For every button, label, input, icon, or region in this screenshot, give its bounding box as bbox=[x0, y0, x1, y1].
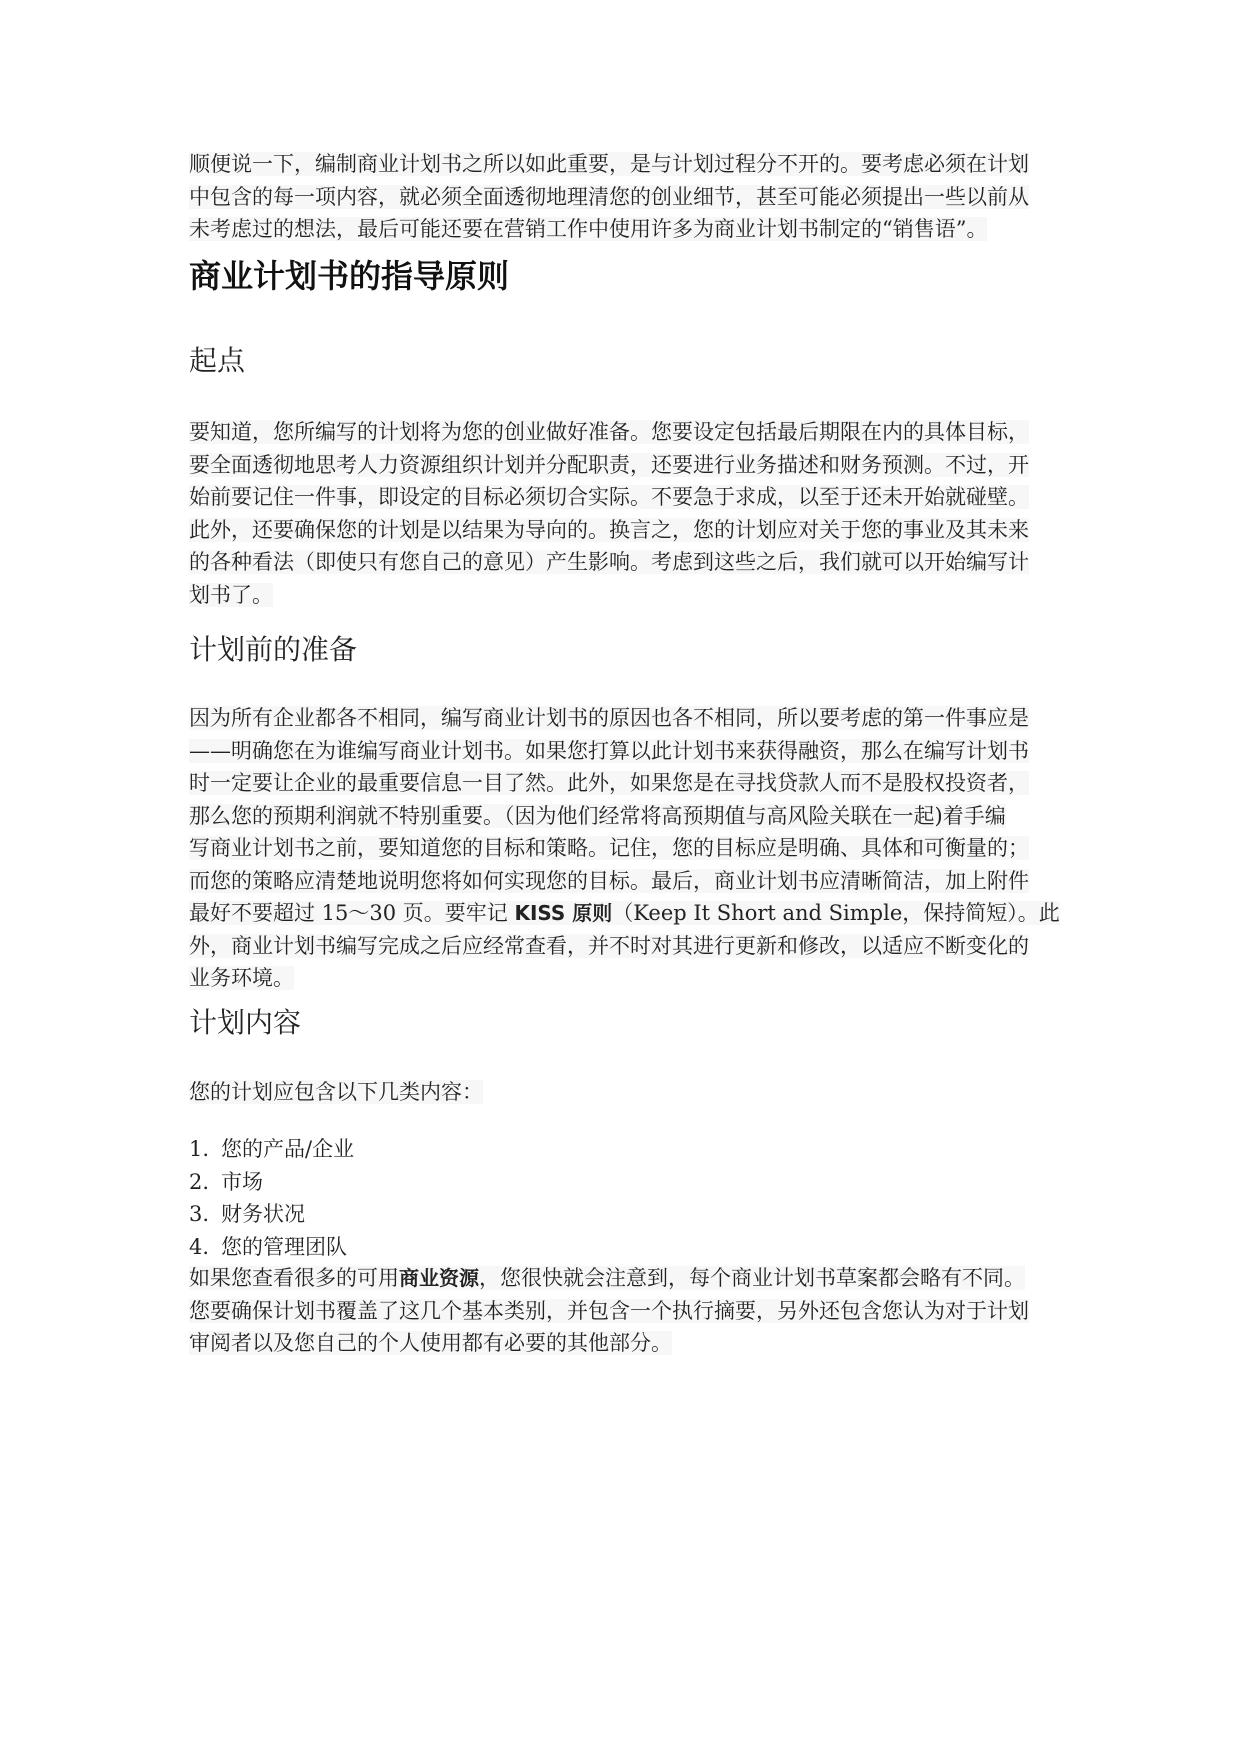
list-item: 2. 市场 bbox=[189, 1169, 263, 1194]
section-heading-prep: 计划前的准备 bbox=[189, 633, 358, 666]
intro-line: 中包含的每一项内容，就必须全面透彻地理清您的创业细节，甚至可能必须提出一些以前从 bbox=[189, 184, 1029, 209]
prep-line bbox=[189, 897, 1060, 930]
prep-line7-post: （Keep It Short and Simple，保持简短）。此 bbox=[612, 901, 1060, 925]
prep-line: 写商业计划书之前，要知道您的目标和策略。记住，您的目标应是明确、具体和可衡量的； bbox=[189, 836, 1029, 860]
prep-line: 时一定要让企业的最重要信息一目了然。此外，如果您是在寻找贷款人而不是股权投资者， bbox=[189, 771, 1029, 795]
start-line: 的各种看法（即使只有您自己的意见）产生影响。考虑到这些之后，我们就可以开始编写计 bbox=[189, 550, 1029, 574]
intro-line: 顺便说一下，编制商业计划书之所以如此重要，是与计划过程分不开的。要考虑必须在计划 bbox=[189, 152, 1029, 176]
prep-paragraph bbox=[189, 702, 1060, 995]
prep-line: 外，商业计划书编写完成之后应经常查看，并不时对其进行更新和修改，以适应不断变化的 bbox=[189, 933, 1029, 958]
start-paragraph bbox=[189, 416, 1029, 611]
content-list bbox=[189, 1133, 354, 1263]
prep-line7-pre: 最好不要超过 15～30 页。要牢记 bbox=[189, 901, 515, 925]
section-heading-start: 起点 bbox=[189, 344, 246, 377]
intro-paragraph bbox=[189, 148, 1029, 246]
content-closing bbox=[189, 1262, 1029, 1360]
prep-line: 那么您的预期利润就不特别重要。（因为他们经常将高预期值与高风险关联在一起)着手编 bbox=[189, 803, 1006, 828]
start-line: 要知道，您所编写的计划将为您的创业做好准备。您要设定包括最后期限在内的具体目标， bbox=[189, 420, 1029, 444]
prep-line: 因为所有企业都各不相同，编写商业计划书的原因也各不相同，所以要考虑的第一件事应是 bbox=[189, 706, 1029, 730]
prep-line: 而您的策略应清楚地说明您将如何实现您的目标。最后，商业计划书应清晰简洁，加上附件 bbox=[189, 868, 1029, 893]
closing-line: 如果您查看很多的可用商业资源，您很快就会注意到，每个商业计划书草案都会略有不同。 bbox=[189, 1266, 1025, 1290]
intro-line: 未考虑过的想法，最后可能还要在营销工作中使用许多为商业计划书制定的“销售语”。 bbox=[189, 217, 988, 241]
prep-line: ——明确您在为谁编写商业计划书。如果您打算以此计划书来获得融资，那么在编写计划书 bbox=[189, 738, 1029, 763]
main-heading: 商业计划书的指导原则 bbox=[189, 257, 510, 295]
start-line: 此外，还要确保您的计划是以结果为导向的。换言之，您的计划应对关于您的事业及其未来 bbox=[189, 517, 1029, 542]
start-line: 划书了。 bbox=[189, 582, 273, 607]
closing-line: 审阅者以及您自己的个人使用都有必要的其他部分。 bbox=[189, 1331, 672, 1355]
start-line: 始前要记住一件事，即设定的目标必须切合实际。不要急于求成，以至于还未开始就碰壁。 bbox=[189, 485, 1029, 509]
content-lead: 您的计划应包含以下几类内容： bbox=[189, 1080, 483, 1104]
list-item: 4. 您的管理团队 bbox=[189, 1234, 347, 1259]
section-heading-content: 计划内容 bbox=[189, 1006, 302, 1039]
kiss-principle: KISS 原则 bbox=[514, 901, 613, 925]
closing-line: 您要确保计划书覆盖了这几个基本类别，并包含一个执行摘要，另外还包含您认为对于计划 bbox=[189, 1298, 1029, 1323]
list-item: 3. 财务状况 bbox=[189, 1202, 305, 1226]
start-line: 要全面透彻地思考人力资源组织计划并分配职责，还要进行业务描述和财务预测。不过，开 bbox=[189, 452, 1029, 477]
prep-line: 业务环境。 bbox=[189, 966, 294, 990]
list-item: 1. 您的产品/企业 bbox=[189, 1137, 355, 1161]
business-resources-link[interactable]: 商业资源 bbox=[399, 1266, 479, 1290]
